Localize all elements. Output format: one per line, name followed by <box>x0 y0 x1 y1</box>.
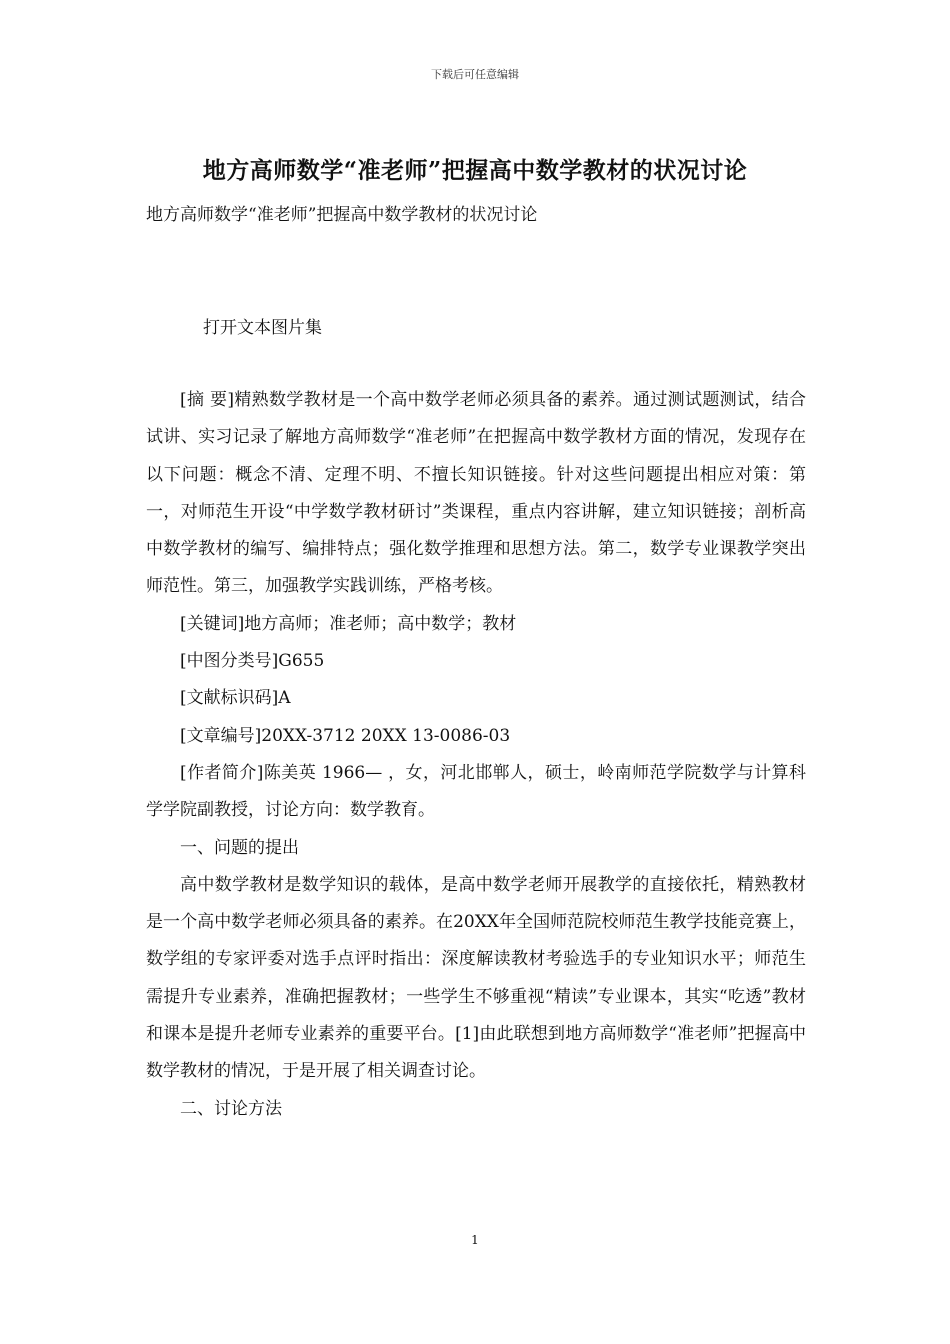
page-number: 1 <box>471 1233 479 1247</box>
section-heading-2: 二、讨论方法 <box>180 1098 282 1119</box>
document-body <box>146 382 806 1128</box>
section-heading-1: 一、问题的提出 <box>180 837 299 858</box>
keywords-paragraph: [关键词]地方高师；准老师；高中数学；教材 <box>180 613 517 634</box>
article-number-paragraph: [文章编号]20XX-3712 20XX 13-0086-03 <box>180 725 511 746</box>
document-code-paragraph: [文献标识码]A <box>180 688 291 709</box>
document-title: 地方高师数学“准老师”把握高中数学教材的状况讨论 <box>202 157 748 184</box>
author-bio-paragraph: [作者简介]陈美英 1966— ，女，河北邯郸人，硕士，岭南师范学院数学与计算科学学院副教授，讨论方向：数学教育。 <box>146 762 806 821</box>
classification-paragraph: [中图分类号]G655 <box>180 651 325 672</box>
document-subtitle: 地方高师数学“准老师”把握高中数学教材的状况讨论 <box>146 205 538 225</box>
body-paragraph: 高中数学教材是数学知识的载体，是高中数学老师开展教学的直接依托，精熟教材是一个高中数学老师必须具备的素养。在20XX年全国师范院校师范生教学技能竞赛上，数学组的专家评委对选手点评时指出：深度解读教材考验选手的专业知识水平；师范生需提升专业素养，准确把握教材；一些学生不够重视“精读”专业课本，其实“吃透”教材和课本是提升老师专业素养的重要平台。[1]由此联想到地方高师数学“准老师”把握高中数学教材的情况，于是开展了相关调查讨论。 <box>146 874 806 1082</box>
open-image-gallery-link[interactable]: 打开文本图片集 <box>203 318 322 338</box>
abstract-paragraph: [摘 要]精熟数学教材是一个高中数学老师必须具备的素养。通过测试题测试，结合试讲、实习记录了解地方高师数学“准老师”在把握高中数学教材方面的情况，发现存在以下问题：概念不清、定理不明、不擅长知识链接。针对这些问题提出相应对策：第一，对师范生开设“中学数学教材研讨”类课程，重点内容讲解，建立知识链接；剖析高中数学教材的编写、编排特点；强化数学推理和思想方法。第二，数学专业课教学突出师范性。第三，加强教学实践训练，严格考核。 <box>146 390 806 597</box>
header-note: 下载后可任意编辑 <box>431 68 519 81</box>
